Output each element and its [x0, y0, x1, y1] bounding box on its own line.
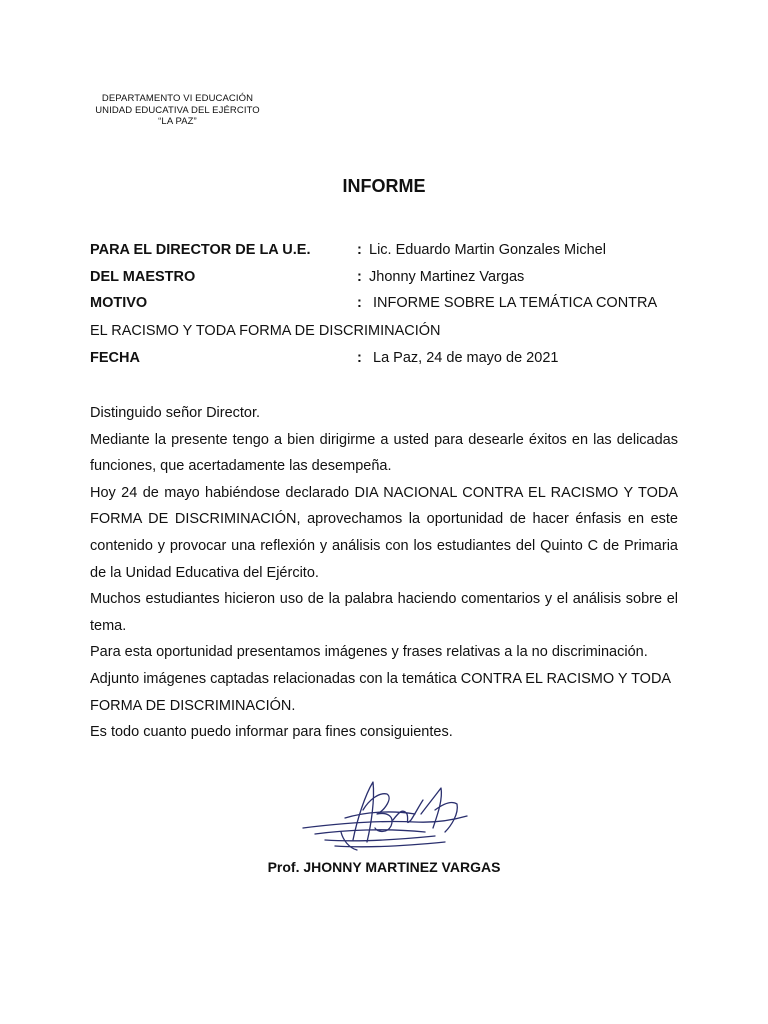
signatory-name: Prof. JHONNY MARTINEZ VARGAS	[267, 859, 501, 875]
maestro-label: DEL MAESTRO	[90, 269, 196, 285]
para-label: PARA EL DIRECTOR DE LA U.E.	[90, 242, 311, 258]
school-line: UNIDAD EDUCATIVA DEL EJÉRCITO	[95, 104, 260, 116]
paragraph-students: Muchos estudiantes hicieron uso de la palabra haciendo comentarios y el análisis sobre el tema.	[90, 591, 678, 634]
maestro-value: Jhonny Martinez Vargas	[369, 269, 525, 285]
paragraph-context: Hoy 24 de mayo habiéndose declarado DIA NACIONAL CONTRA EL RACISMO Y TODA FORMA DE DISCRIMINACIÓN, aprovechamos la oportunidad de hacer énfasis en este contenido y provocar una reflexión y análisis con los estudiantes del Quinto C de Primaria de la Unidad Educativa del Ejército.	[90, 484, 678, 581]
paragraph-images: Para esta oportunidad presentamos imágenes y frases relativas a la no discriminación.	[90, 644, 648, 661]
department-line: DEPARTAMENTO VI EDUCACIÓN	[101, 93, 254, 104]
paragraph-attachments: Adjunto imágenes captadas relacionadas con la temática CONTRA EL RACISMO Y TODA FORMA DE DISCRIMINACIÓN.	[90, 670, 671, 714]
institution-header	[80, 93, 275, 128]
motivo-continuation: EL RACISMO Y TODA FORMA DE DISCRIMINACIÓN	[90, 323, 441, 339]
motivo-label: MOTIVO	[90, 295, 148, 311]
fecha-label: FECHA	[90, 350, 140, 366]
handwritten-signature	[295, 770, 475, 860]
colon: :	[357, 269, 362, 285]
colon: :	[357, 242, 362, 258]
colon: :	[357, 295, 362, 311]
city-line: “LA PAZ”	[158, 116, 197, 127]
motivo-value: INFORME SOBRE LA TEMÁTICA CONTRA	[369, 295, 658, 311]
fecha-value: La Paz, 24 de mayo de 2021	[369, 350, 559, 366]
greeting: Distinguido señor Director.	[90, 405, 261, 421]
paragraph-intro: Mediante la presente tengo a bien dirigirme a usted para desearle éxitos en las delicadas funciones, que acertadamente las desempeña.	[90, 431, 678, 475]
letter-body	[90, 400, 678, 746]
document-title: INFORME	[342, 176, 426, 196]
paragraph-closing: Es todo cuanto puedo informar para fines consiguientes.	[90, 724, 453, 741]
colon: :	[357, 350, 362, 366]
para-value: Lic. Eduardo Martin Gonzales Michel	[369, 242, 606, 258]
